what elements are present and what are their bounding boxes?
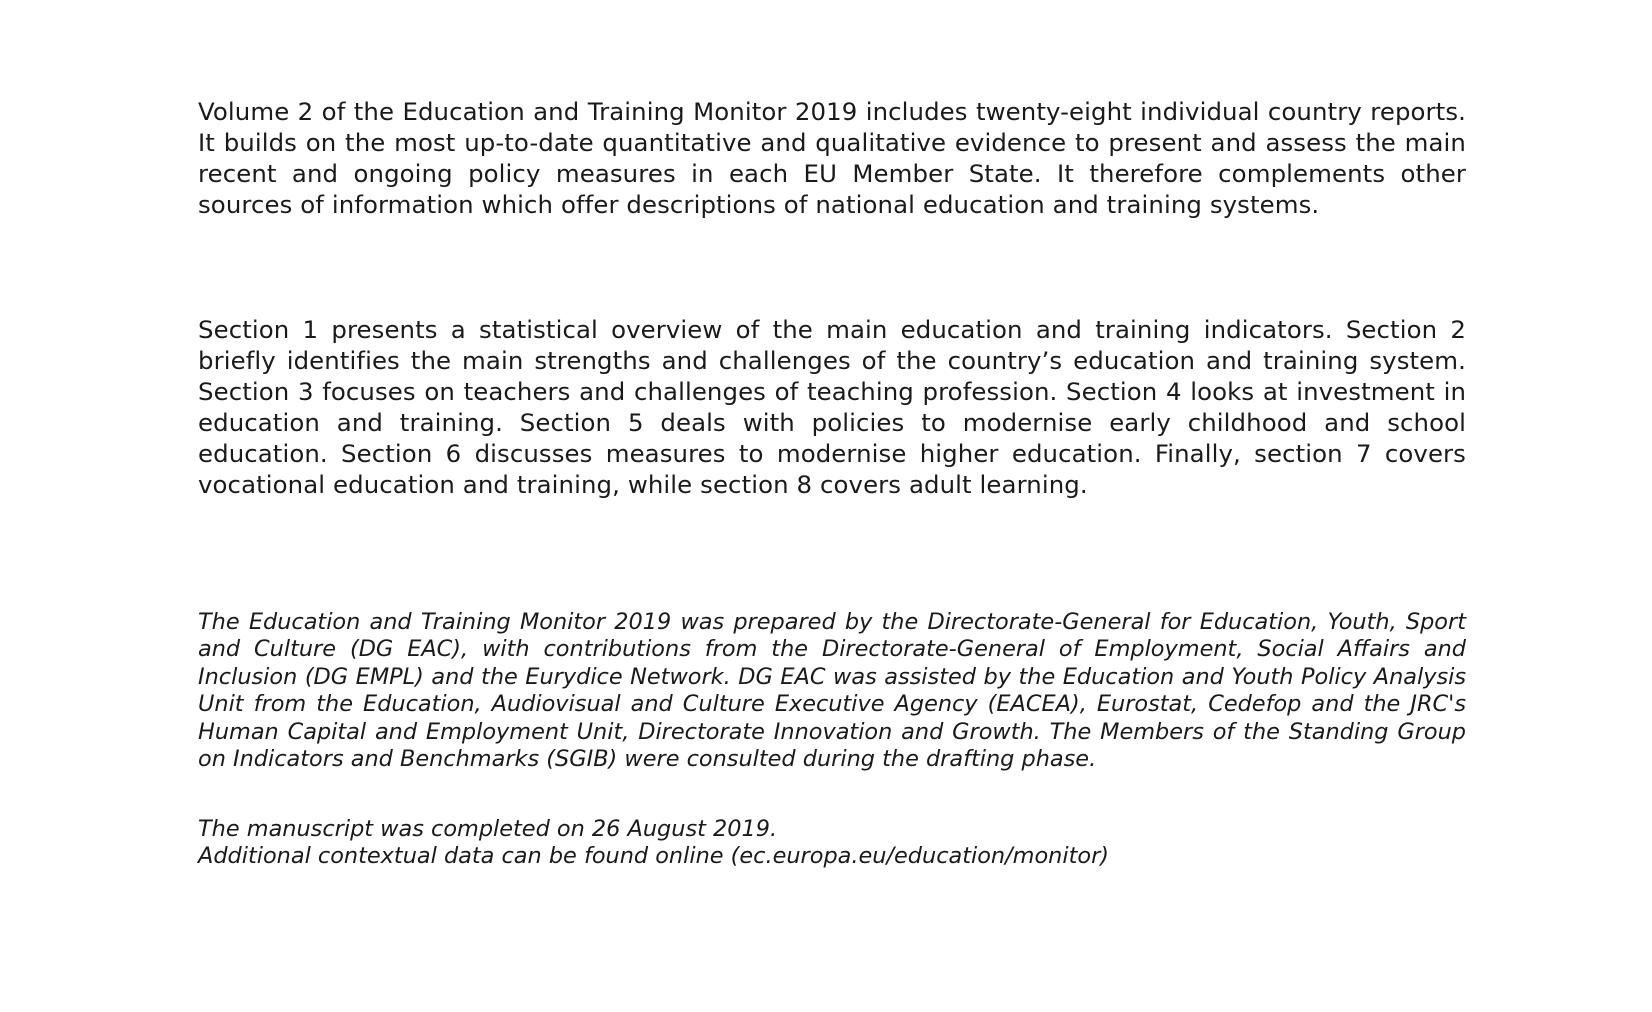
- credits-paragraph: The Education and Training Monitor 2019 was prepared by the Directorate-General for Education, Youth, Sport and Culture (DG EAC), with contributions from the Directorate-General of Employment, Social Affairs and Inclusion (DG EMPL) and the Eurydice Network. DG EAC was assisted by the Education and Youth Policy Analysis Unit from the Education, Audiovisual and Culture Executive Agency (EACEA), Eurostat, Cedefop and the JRC's Human Capital and Employment Unit, Directorate Innovation and Growth. The Members of the Standing Group on Indicators and Benchmarks (SGIB) were consulted during the drafting phase.: [198, 609, 1466, 773]
- intro-paragraph: Volume 2 of the Education and Training Monitor 2019 includes twenty-eight individual country reports. It builds on the most up-to-date quantitative and qualitative evidence to present and assess the main recent and ongoing policy measures in each EU Member State. It therefore complements other sources of information which offer descriptions of national education and training systems.: [198, 97, 1466, 219]
- online-data-note: Additional contextual data can be found online (ec.europa.eu/education/monitor): [198, 843, 1110, 870]
- sections-overview-paragraph: Section 1 presents a statistical overview of the main education and training indicators. Section 2 briefly identifies the main strengths and challenges of the country’s education and training system. Section 3 focuses on teachers and challenges of teaching profession. Section 4 looks at investment in education and training. Section 5 deals with policies to modernise early childhood and school education. Section 6 discusses measures to modernise higher education. Finally, section 7 covers vocational education and training, while section 8 covers adult learning.: [198, 315, 1466, 499]
- manuscript-date-note: The manuscript was completed on 26 August 2019.: [198, 816, 778, 842]
- notes-block: [198, 816, 1466, 871]
